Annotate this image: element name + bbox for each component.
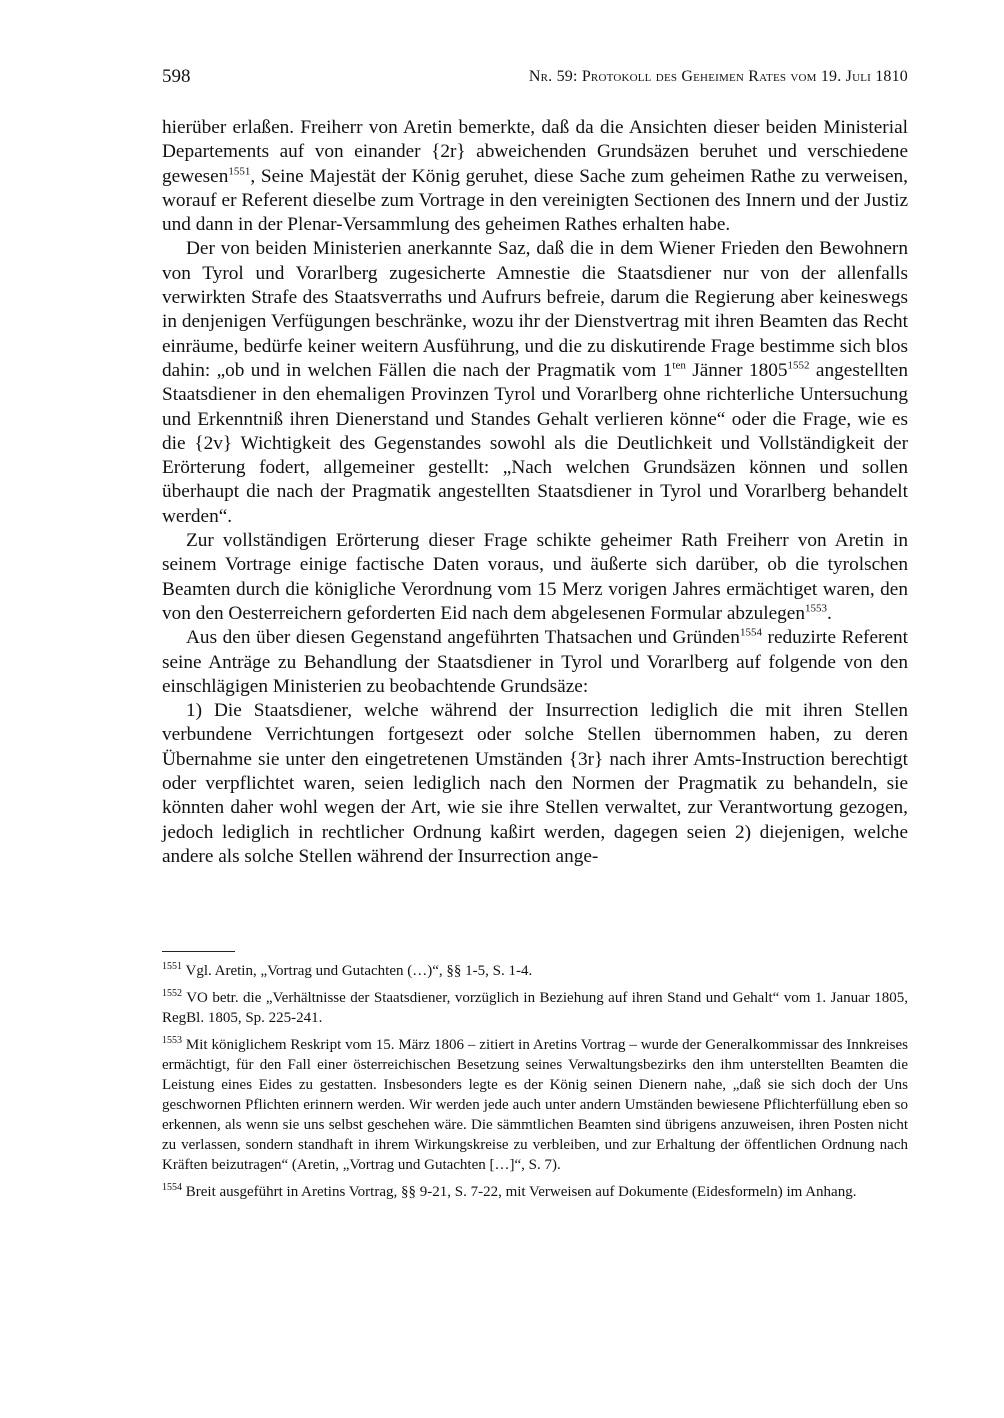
- footnote-ref: ten: [672, 359, 686, 372]
- footnote: [162, 1182, 908, 1202]
- body-paragraph: [162, 529, 908, 626]
- body-paragraph: [162, 116, 908, 237]
- footnote: [162, 961, 908, 981]
- paragraph-text: reduzirte Referent seine Anträge zu Behandlung der Staatsdiener in Tyrol und Vorarlberg auf folgende von den einschlägigen Ministerien zu beobachtende Grundsäze:: [162, 627, 908, 697]
- footnote: [162, 1035, 908, 1175]
- footnote: [162, 988, 908, 1028]
- paragraph-text: hierüber erlaßen. Freiherr von Aretin bemerkte, daß da die Ansichten dieser beiden Ministerial Departements auf von einander {2r} abweichenden Grundsäzen beruhet und verschiedene gewesen: [162, 117, 908, 187]
- paragraph-text: Der von beiden Ministerien anerkannte Saz, daß die in dem Wiener Frieden den Bewohnern von Tyrol und Vorarlberg zugesicherte Amnestie die Staatsdiener nur von der allenfalls verwirkten Strafe des Staatsverraths und Aufrurs befreie, darum die Regierung aber keineswegs in denjenigen Verfügungen beschränke, wozu ihr der Dienstvertrag mit ihren Beamten das Recht einräume, bedürfe keiner weitern Ausführung, und die zu diskutirende Frage bestimme sich blos dahin: „ob und in welchen Fällen die nach der Pragmatik vom 1: [162, 238, 908, 381]
- footnote-ref: 1552: [787, 359, 810, 372]
- footnote-text: VO betr. die „Verhältnisse der Staatsdiener, vorzüglich in Beziehung auf ihren Stand und Gehalt“ vom 1. Januar 1805, RegBl. 1805, Sp. 225-241.: [162, 990, 908, 1026]
- body-paragraph: [162, 237, 908, 529]
- main-text: [162, 116, 908, 869]
- footnote-ref: 1554: [739, 626, 762, 639]
- body-paragraph: [162, 699, 908, 869]
- footnote-number: 1552: [162, 988, 182, 999]
- footnotes: [162, 961, 908, 1209]
- paragraph-text: Zur vollständigen Erörterung dieser Frage schikte geheimer Rath Freiherr von Aretin in seinem Vortrage einige factische Daten voraus, und äußerte sich darüber, ob die tyrolschen Beamten durch die königliche Verordnung vom 15 Merz vorigen Jahres ermächtiget waren, den von den Oesterreichern geforderten Eid nach dem abgelesenen Formular abzulegen: [162, 530, 908, 624]
- footnote-number: 1554: [162, 1182, 182, 1193]
- page-number: 598: [162, 66, 191, 87]
- footnote-ref: 1553: [804, 602, 827, 615]
- paragraph-text: 1) Die Staatsdiener, welche während der Insurrection lediglich die mit ihren Stellen verbundene Verrichtungen fortgesezt oder solche Stellen übernommen haben, zu deren Übernahme sie unter den eingetretenen Umständen {3r} nach ihrer Amts-Instruction berechtigt oder verpflichtet waren, seien lediglich nach den Normen der Pragmatik zu behandeln, sie könnten daher wohl wegen der Art, wie sie ihre Stellen verwaltet, zur Verantwortung gezogen, jedoch lediglich in rechtlicher Ordnung kaßirt werden, dagegen seien 2) diejenigen, welche andere als solche Stellen während der Insurrection ange-: [162, 700, 908, 867]
- footnote-number: 1553: [162, 1035, 182, 1046]
- footnote-number: 1551: [162, 961, 182, 972]
- footnote-ref: 1551: [228, 165, 251, 178]
- footnote-text: Mit königlichem Reskript vom 15. März 1806 – zitiert in Aretins Vortrag – wurde der Generalkommissar des Innkreises ermächtigt, für den Fall einer österreichischen Besetzung seines Verwaltungsbezirks den ihm unterstellten Beamten die Leistung eines Eides zu gestatten. Insbesonders legte es der König seinen Dienern nahe, „daß sie sich doch der Uns geschwornen Pflichten erinnern werden. Wir werden jede auch unter andern Umständen bewiesene Pflichterfüllung eben so erkennen, als wenn sie uns selbst geschehen wäre. Die sämmtlichen Beamten sind übrigens anzuweisen, ihren Posten nicht zu verlassen, sondern standhaft in ihrem Wirkungskreise zu verbleiben, und zur Erhaltung der öffentlichen Ordnung nach Kräften beizutragen“ (Aretin, „Vortrag und Gutachten […]“, S. 7).: [162, 1037, 909, 1173]
- paragraph-text: .: [826, 602, 832, 624]
- footnote-text: Breit ausgeführt in Aretins Vortrag, §§ 9-21, S. 7-22, mit Verweisen auf Dokumente (Eidesformeln) im Anhang.: [185, 1184, 857, 1200]
- paragraph-text: Aus den über diesen Gegenstand angeführten Thatsachen und Gründen: [186, 627, 740, 649]
- paragraph-text: Jänner 1805: [685, 359, 788, 381]
- footnote-text: Vgl. Aretin, „Vortrag und Gutachten (…)“, §§ 1-5, S. 1-4.: [185, 963, 533, 979]
- running-header: Nr. 59: Protokoll des Geheimen Rates vom 19. Juli 1810: [528, 68, 908, 85]
- footnote-divider: [162, 951, 235, 952]
- body-paragraph: [162, 626, 908, 699]
- paragraph-text: angestellten Staatsdiener in den ehemaligen Provinzen Tyrol und Vorarlberg ohne richterliche Untersuchung und Erkenntniß ihren Dienerstand und Standes Gehalt verlieren könne“ oder die Frage, wie es die {2v} Wichtigkeit des Gegenstandes sowohl als die Deutlichkeit und Vollständigkeit der Erörterung fodert, allgemeiner gestellt: „Nach welchen Grundsäzen können und sollen überhaupt die nach der Pragmatik angestellten Staatsdiener in Tyrol und Vorarlberg behandelt werden“.: [162, 359, 909, 527]
- paragraph-text: , Seine Majestät der König geruhet, diese Sache zum geheimen Rathe zu verweisen, worauf er Referent dieselbe zum Vortrage in den vereinigten Sectionen des Innern und der Justiz und dann in der Plenar-Versammlung des geheimen Rathes erhalten habe.: [162, 165, 908, 236]
